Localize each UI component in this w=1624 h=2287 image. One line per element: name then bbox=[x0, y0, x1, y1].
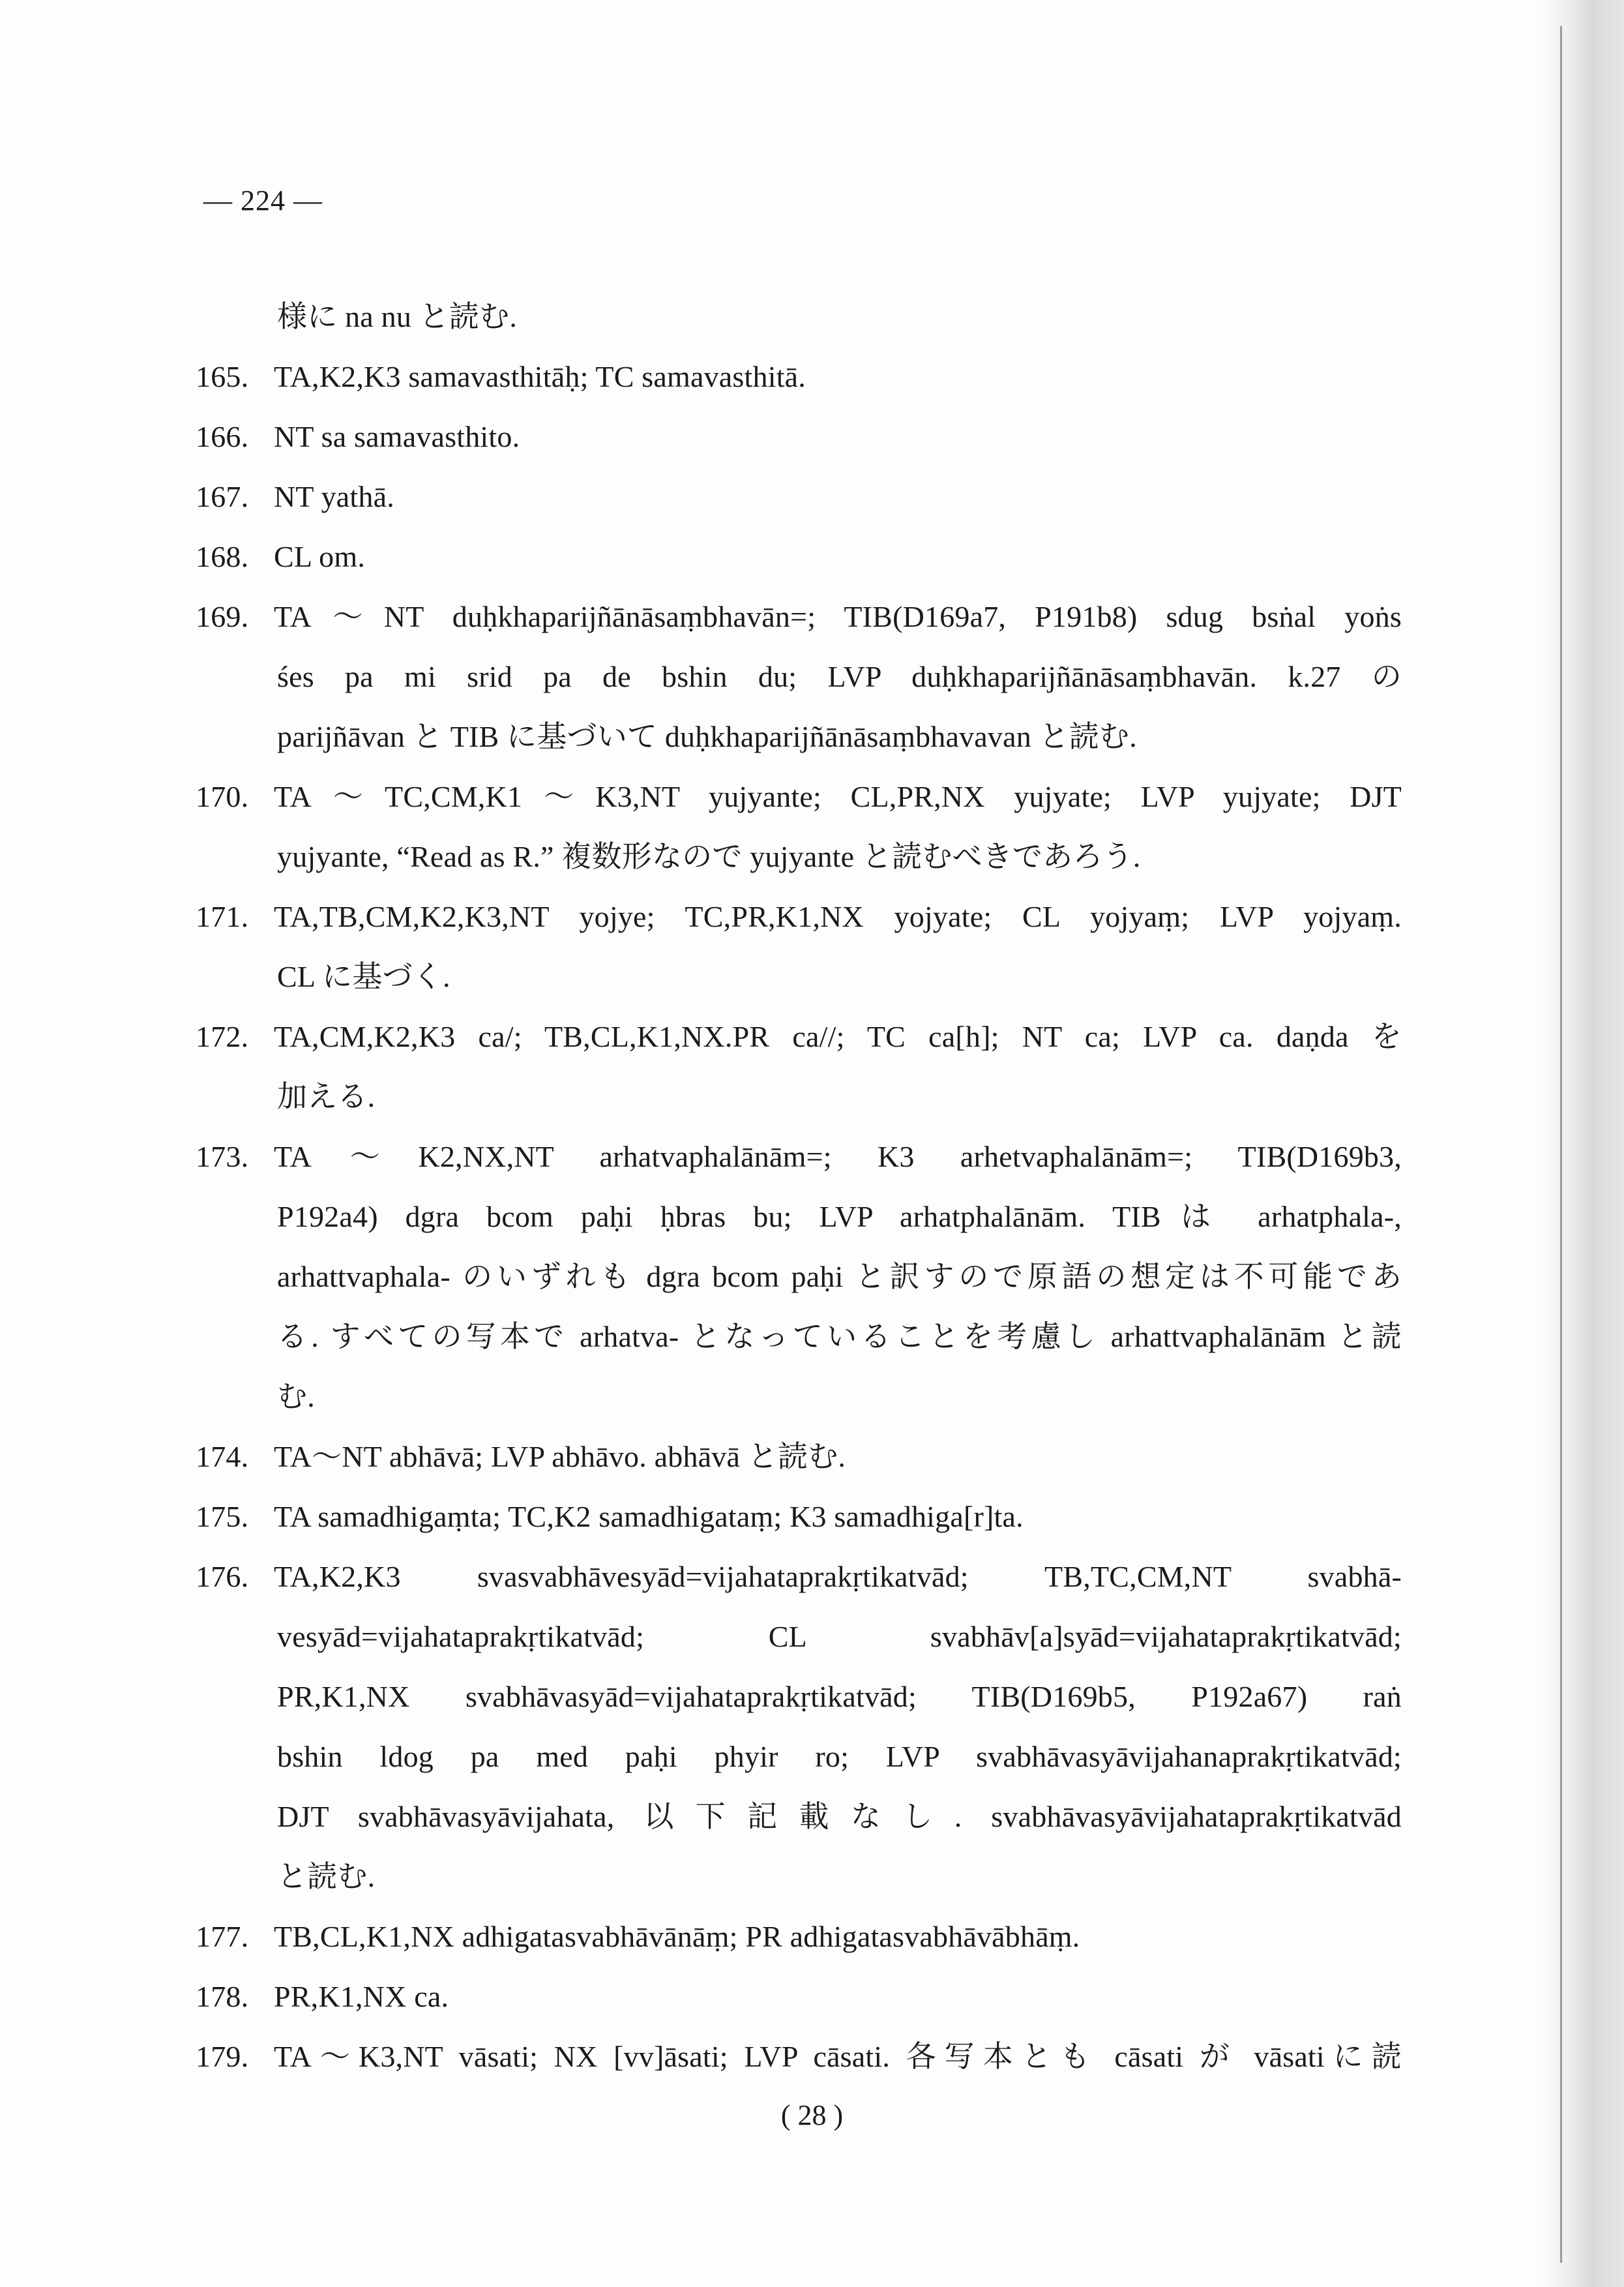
scan-edge-line bbox=[1560, 26, 1562, 2263]
footnote-text: DJT svabhāvasyāvijahata, 以下記載なし. svabhāvasyāvijahataprakṛtikatvād bbox=[277, 1800, 1402, 1833]
footnote-text: arhattvaphala- のいずれも dgra bcom paḥi と訳すので原語の想定は不可能であ bbox=[277, 1260, 1402, 1293]
footnote-text: る. すべての写本で arhatva- となっていることを考慮し arhattvaphalānām と読 bbox=[277, 1320, 1402, 1353]
footnote-number: 166. bbox=[196, 420, 249, 453]
footnote-line bbox=[196, 1007, 1402, 1067]
footnote-number: 170. bbox=[196, 780, 249, 813]
footnote-continuation-line bbox=[196, 1607, 1402, 1667]
footnote-number: 172. bbox=[196, 1020, 249, 1053]
footnote-text: TA,K2,K3 svasvabhāvesyād=vijahataprakṛtikatvād; TB,TC,CM,NT svabhā- bbox=[274, 1560, 1402, 1593]
footnote-text: śes pa mi srid pa de bshin du; LVP duḥkhaparijñānāsaṃbhavān. k.27 の bbox=[277, 660, 1402, 693]
footnote-continuation-line bbox=[196, 1367, 1402, 1427]
footnote-text: TA,TB,CM,K2,K3,NT yojye; TC,PR,K1,NX yojyate; CL yojyaṃ; LVP yojyaṃ. bbox=[274, 900, 1402, 933]
footnote-text: P192a4) dgra bcom paḥi ḥbras bu; LVP arhatphalānām. TIBは arhatphala-, bbox=[277, 1200, 1402, 1233]
footnote-text: む. bbox=[277, 1380, 315, 1413]
footnote-continuation-line bbox=[196, 947, 1402, 1007]
footnote-text: と読む. bbox=[277, 1860, 376, 1893]
footnote-text: vesyād=vijahataprakṛtikatvād; CL svabhāv[a]syād=vijahataprakṛtikatvād; bbox=[277, 1620, 1402, 1653]
footnote-continuation-line bbox=[196, 827, 1402, 887]
footnote-text: bshin ldog pa med paḥi phyir ro; LVP svabhāvasyāvijahanaprakṛtikatvād; bbox=[277, 1740, 1402, 1773]
footnote-text: TA〜NT abhāvā; LVP abhāvo. abhāvā と読む. bbox=[274, 1440, 846, 1473]
footnote-number: 179. bbox=[196, 2040, 249, 2073]
footnote-text: TA〜NT duḥkhaparijñānāsaṃbhavān=; TIB(D169a7, P191b8) sdug bsṅal yoṅs bbox=[274, 600, 1402, 633]
footnote-continuation-line bbox=[196, 647, 1402, 707]
footnote-number: 169. bbox=[196, 600, 249, 633]
footnote-continuation-line bbox=[196, 1067, 1402, 1127]
footnote-number: 171. bbox=[196, 900, 249, 933]
footnote-line bbox=[196, 527, 1402, 587]
footnote-number: 175. bbox=[196, 1500, 249, 1533]
footnote-line bbox=[196, 887, 1402, 947]
footnote-number: 173. bbox=[196, 1140, 249, 1173]
footnote-number: 174. bbox=[196, 1440, 249, 1473]
footnote-line bbox=[196, 407, 1402, 467]
scan-edge-shadow bbox=[1539, 0, 1624, 2287]
footnote-text: TA〜TC,CM,K1〜K3,NT yujyante; CL,PR,NX yujyate; LVP yujyate; DJT bbox=[274, 780, 1402, 813]
footnote-text: NT yathā. bbox=[274, 480, 394, 513]
footnote-number: 176. bbox=[196, 1560, 249, 1593]
footnote-continuation-line bbox=[196, 1787, 1402, 1847]
footnote-line bbox=[196, 587, 1402, 647]
footnote-text: TA〜K3,NT vāsati; NX [vv]āsati; LVP cāsati. 各写本とも cāsati が vāsatiに読 bbox=[274, 2040, 1402, 2073]
footnote-line bbox=[196, 1907, 1402, 1967]
footnote-text: TA,CM,K2,K3 ca/; TB,CL,K1,NX.PR ca//; TC ca[h]; NT ca; LVP ca. daṇda を bbox=[274, 1020, 1402, 1053]
footnote-continuation-line bbox=[196, 1667, 1402, 1727]
footnote-text: PR,K1,NX ca. bbox=[274, 1980, 449, 2013]
footnote-continuation-line bbox=[196, 1187, 1402, 1247]
footnote-line bbox=[196, 1427, 1402, 1487]
page-number-header: — 224 — bbox=[203, 185, 323, 217]
footnote-text: TB,CL,K1,NX adhigatasvabhāvānāṃ; PR adhigatasvabhāvābhāṃ. bbox=[274, 1920, 1080, 1953]
footnote-text: PR,K1,NX svabhāvasyād=vijahataprakṛtikatvād; TIB(D169b5, P192a67) raṅ bbox=[277, 1680, 1402, 1713]
footnote-text: 加える. bbox=[277, 1080, 376, 1113]
footnote-text: TA〜K2,NX,NT arhatvaphalānām=; K3 arhetvaphalānām=; TIB(D169b3, bbox=[274, 1140, 1402, 1173]
footnote-text: TA,K2,K3 samavasthitāḥ; TC samavasthitā. bbox=[274, 360, 806, 393]
footnote-line bbox=[196, 1547, 1402, 1607]
footnote-number: 168. bbox=[196, 540, 249, 573]
footnote-line bbox=[196, 347, 1402, 407]
footnote-number: 177. bbox=[196, 1920, 249, 1953]
footnote-continuation-line bbox=[196, 1247, 1402, 1307]
footnote-text: NT sa samavasthito. bbox=[274, 420, 520, 453]
footnote-text: yujyante, “Read as R.” 複数形なので yujyante と読むべきであろう. bbox=[277, 840, 1141, 873]
footnote-continuation-line bbox=[196, 1847, 1402, 1907]
footnote-continuation-line bbox=[196, 1727, 1402, 1787]
footnote-line bbox=[196, 467, 1402, 527]
footnote-line bbox=[196, 1967, 1402, 2027]
footnote-list bbox=[196, 287, 1402, 2087]
footnote-line bbox=[196, 767, 1402, 827]
footnote-text: CL om. bbox=[274, 540, 366, 573]
footnote-line bbox=[196, 1487, 1402, 1547]
footnote-number: 165. bbox=[196, 360, 249, 393]
footnote-continuation-line bbox=[196, 1307, 1402, 1367]
footnote-text: 様に na nu と読む. bbox=[277, 300, 518, 333]
footnote-text: CL に基づく. bbox=[277, 960, 450, 993]
footnote-line bbox=[196, 1127, 1402, 1187]
footnote-text: TA samadhigaṃta; TC,K2 samadhigataṃ; K3 samadhiga[r]ta. bbox=[274, 1500, 1024, 1533]
footnote-number: 167. bbox=[196, 480, 249, 513]
footnote-number: 178. bbox=[196, 1980, 249, 2013]
footnote-text: parijñāvan と TIB に基づいて duḥkhaparijñānāsaṃbhavavan と読む. bbox=[277, 720, 1137, 753]
page-number-footer: ( 28 ) bbox=[780, 2099, 844, 2131]
footnote-continuation-line bbox=[196, 287, 1402, 347]
footnote-continuation-line bbox=[196, 707, 1402, 767]
footnote-line bbox=[196, 2027, 1402, 2087]
